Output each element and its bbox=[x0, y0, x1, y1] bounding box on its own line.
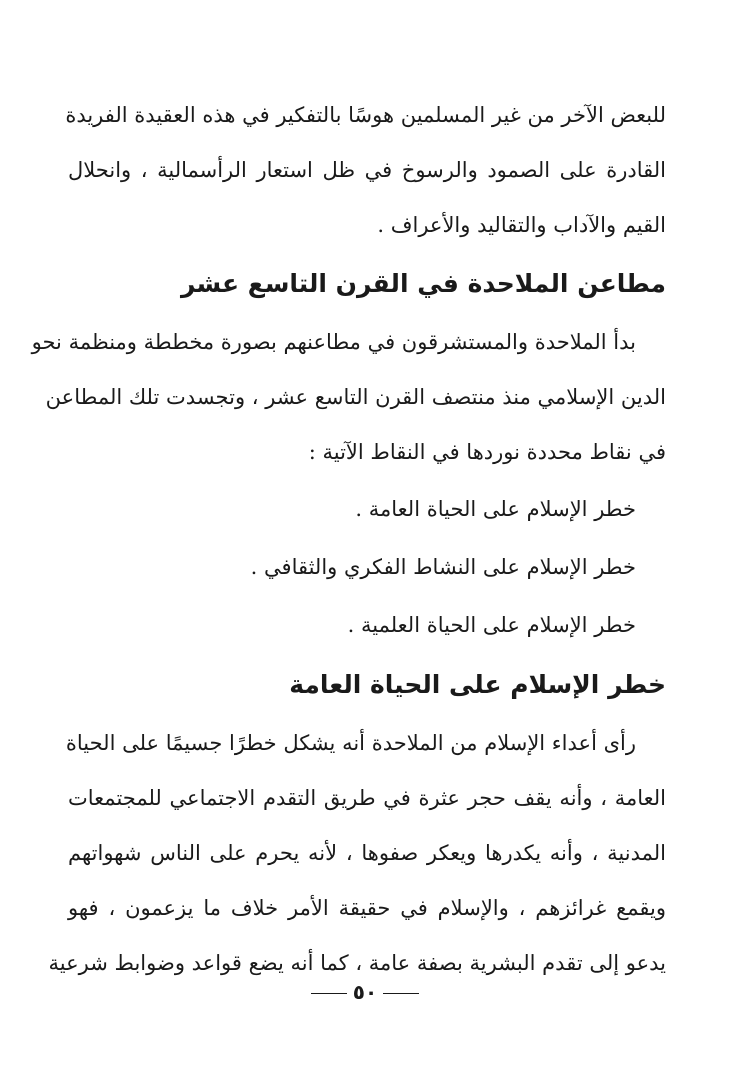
text-line: رأى أعداء الإسلام من الملاحدة أنه يشكل خطرًا جسيمًا على الحياة bbox=[65, 731, 636, 755]
text-line: ويقمع غرائزهم ، والإسلام في حقيقة الأمر خلاف ما يزعمون ، فهو bbox=[68, 896, 666, 920]
text-line: المدنية ، وأنه يكدرها ويعكر صفوها ، لأنه يحرم على الناس شهواتهم bbox=[68, 841, 666, 865]
text-line: يدعو إلى تقدم البشرية بصفة عامة ، كما أنه يضع قواعد وضوابط شرعية bbox=[48, 951, 666, 975]
paragraph-1 bbox=[65, 88, 666, 253]
text-line: العامة ، وأنه يقف حجر عثرة في طريق التقدم الاجتماعي للمجتمعات bbox=[68, 786, 666, 810]
footer-dash-right bbox=[383, 993, 419, 995]
page-number: ٥٠ bbox=[352, 980, 378, 1004]
text-line: في نقاط محددة نوردها في النقاط الآتية : bbox=[308, 440, 666, 464]
paragraph-2 bbox=[31, 315, 666, 480]
page-footer bbox=[0, 980, 730, 1004]
text-line: القادرة على الصمود والرسوخ في ظل استعار الرأسمالية ، وانحلال bbox=[68, 158, 666, 182]
bullet-list bbox=[68, 480, 666, 654]
text-line: للبعض الآخر من غير المسلمين هوسًا بالتفكير في هذه العقيدة الفريدة bbox=[65, 103, 666, 127]
paragraph-3 bbox=[48, 716, 666, 991]
text-line: الدين الإسلامي منذ منتصف القرن التاسع عشر ، وتجسدت تلك المطاعن bbox=[45, 385, 666, 409]
list-item: خطر الإسلام على الحياة العامة . bbox=[355, 497, 636, 521]
footer-dash-left bbox=[311, 993, 347, 995]
page-body bbox=[31, 88, 666, 991]
section-heading-1: مطاعن الملاحدة في القرن التاسع عشر bbox=[180, 269, 666, 298]
text-line: بدأ الملاحدة والمستشرقون في مطاعنهم بصورة مخططة ومنظمة نحو bbox=[31, 330, 636, 354]
text-line: القيم والآداب والتقاليد والأعراف . bbox=[377, 213, 666, 237]
list-item: خطر الإسلام على الحياة العلمية . bbox=[347, 613, 636, 637]
list-item: خطر الإسلام على النشاط الفكري والثقافي . bbox=[250, 555, 636, 579]
section-heading-2: خطر الإسلام على الحياة العامة bbox=[289, 670, 666, 699]
